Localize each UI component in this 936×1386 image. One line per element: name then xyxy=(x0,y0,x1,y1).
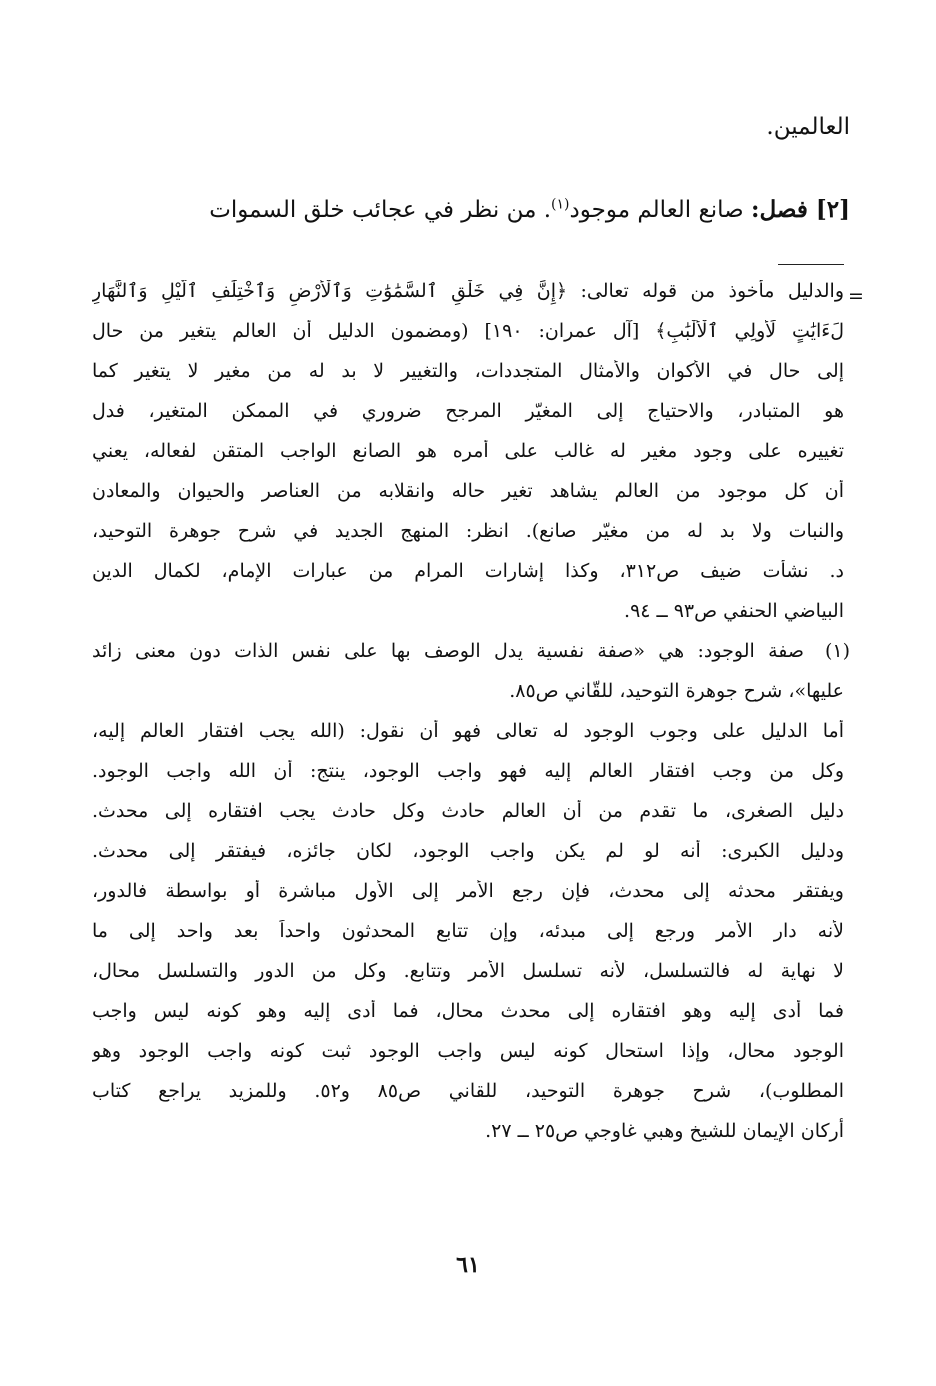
footnote-line: المطلوب)، شرح جوهرة التوحيد، للقاني ص٨٥ و٥٢. وللمزيد يراجع كتاب xyxy=(92,1080,844,1102)
main-line-1: العالمين. xyxy=(766,114,850,140)
footnote-line: فما أدى إليه وهو افتقاره إلى محدث محال، فما أدى إليه وهو كونه ليس واجب xyxy=(92,1000,844,1022)
footnote-cont-line: والدليل مأخوذ من قوله تعالى: ﴿إِنَّ فِي خَلْقِ ٱلسَّمَٰوَٰتِ وَٱلْأَرْضِ وَٱخْتِلَٰفِ ٱلَّيْلِ وَٱلنَّهَارِ xyxy=(92,280,844,302)
main-line-2-text: صانع العالم موجود xyxy=(569,197,744,223)
footnote-cont-line: والنبات ولا بد له من مغيّر صانع). انظر: المنهج الجديد في شرح جوهرة التوحيد، xyxy=(92,520,844,542)
footnote-cont-line: إلى حال في الأكوان والأمثال المتجددات، والتغيير لا بد له من مغير لا يتغير كما xyxy=(92,360,844,382)
footnote-line: لأنه دار الأمر ورجع إلى مبدئه، وإن تتابع المحدثون واحداً بعد واحد إلى ما xyxy=(92,920,844,942)
main-line-2 xyxy=(100,196,850,223)
footnote-line: وكل من وجب افتقار العالم إليه فهو واجب الوجود، ينتج: أن الله واجب الوجود. xyxy=(92,760,844,782)
section-label: [٢] فصل: xyxy=(751,196,850,223)
footnote-cont-line: د. نشأت ضيف ص٣١٢، وكذا إشارات المرام من عبارات الإمام، لكمال الدين xyxy=(92,560,844,582)
footnote-line: ودليل الكبرى: أنه لو لم يكن واجب الوجود، لكان جائزه، فيفتقر إلى محدث. xyxy=(92,840,844,862)
footnote-line: لا نهاية له فالتسلسل، لأنه تسلسل الأمر وتتابع. وكل من الدور والتسلسل محال، xyxy=(92,960,844,982)
footnote-line: أما الدليل على وجوب الوجود له تعالى فهو أن نقول: (الله يجب افتقار العالم إليه، xyxy=(92,720,844,742)
footnote-line: صفة الوجود: هي «صفة نفسية يدل الوصف بها على نفس الذات دون معنى زائد xyxy=(92,640,804,662)
footnote-cont-line: تغييره على وجود مغير له غالب على أمره هو الصانع الواجب المتقن لفعاله، يعني xyxy=(92,440,844,462)
footnote-line: عليها»، شرح جوهرة التوحيد، للقّاني ص٨٥. xyxy=(509,680,844,702)
footnote-line: ويفتقر محدثه إلى محدث، فإن رجع الأمر إلى الأول مباشرة أو بواسطة فالدور، xyxy=(92,880,844,902)
footnote-cont-line: أن كل موجود من العالم يشاهد تغير حاله وانقلابه من العناصر والحيوان والمعادن xyxy=(92,480,844,502)
footnote-line: أركان الإيمان للشيخ وهبي غاوجي ص٢٥ ــ ٢٧. xyxy=(485,1120,844,1142)
footnote-separator xyxy=(778,264,844,265)
footnote-number: (١) xyxy=(824,640,850,662)
continuation-mark: = xyxy=(848,285,864,307)
page-number: ٦١ xyxy=(456,1252,480,1278)
footnote-line: دليل الصغرى، ما تقدم من أن العالم حادث وكل حادث يجب افتقاره إلى محدث. xyxy=(92,800,844,822)
footnote-line: الوجود محال، وإذا استحال كونه ليس واجب الوجود ثبت كونه واجب الوجود وهو xyxy=(92,1040,844,1062)
footnote-ref-1[interactable]: (١) xyxy=(551,196,570,213)
main-line-2-tail: . من نظر في عجائب خلق السموات xyxy=(209,197,552,223)
footnote-cont-line: هو المتبادر، والاحتياج إلى المغيّر المرجح ضروري في الممكن المتغير، فدل xyxy=(92,400,844,422)
footnote-cont-line: البياضي الحنفي ص٩٣ ــ ٩٤. xyxy=(624,600,844,622)
footnote-cont-line: لَءَايَٰتٍ لِّأُولِي ٱلْأَلْبَٰبِ﴾ [آل عمران: ١٩٠] (ومضمون الدليل أن العالم يتغير من حال xyxy=(92,320,844,342)
